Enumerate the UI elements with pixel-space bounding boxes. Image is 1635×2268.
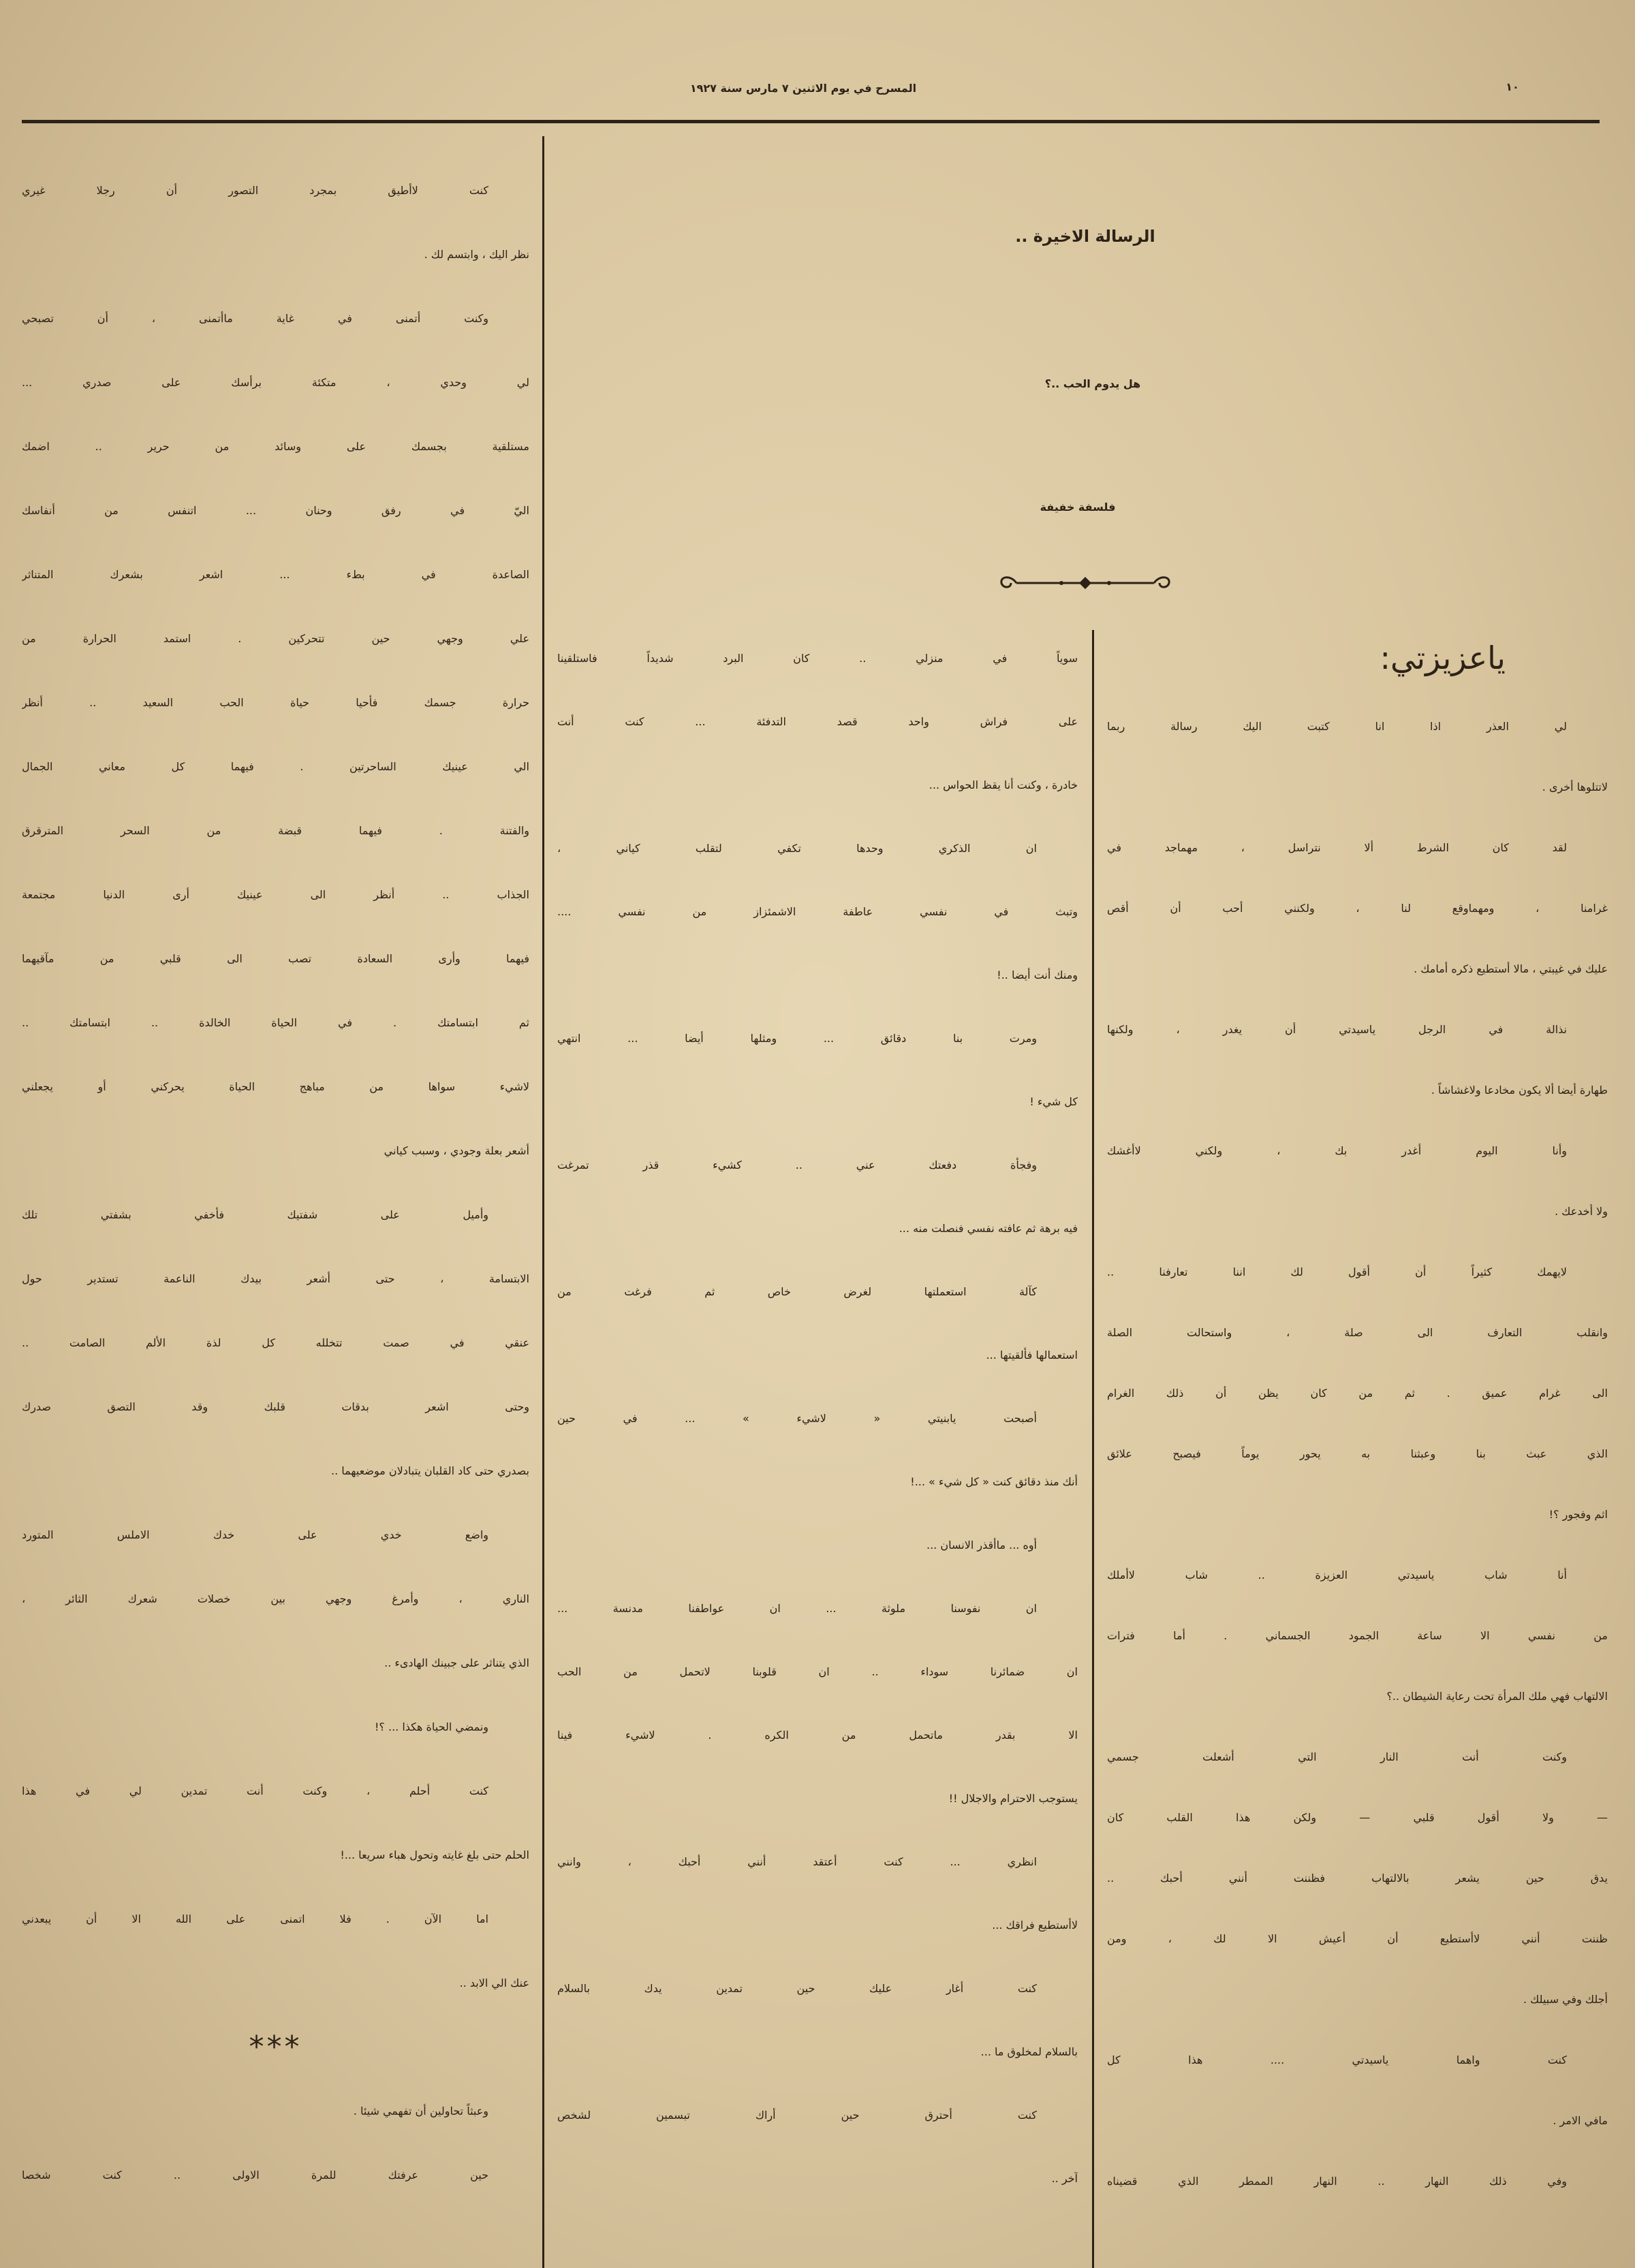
article-text-line: مستلقية بجسمك على وسائد من حرير .. اضمك	[22, 440, 529, 453]
article-text-line: وفي ذلك النهار .. النهار الممطر الذي قضيناه	[1107, 2175, 1567, 2188]
article-text-line: عليك في غيبتي ، مالا أستطيع ذكره أمامك .	[1414, 962, 1608, 975]
article-text-line: كنت أحلم ، وكنت أنت تمدين لي في هذا	[22, 1784, 488, 1797]
article-text-line: وأميل على شفتيك فأخفي بشفتي تلك	[22, 1208, 488, 1221]
article-text-line: لقد كان الشرط ألا نتراسل ، مهماجد في	[1107, 841, 1567, 854]
article-text-line: الصاعدة في بطء ... اشعر بشعرك المتناثر	[22, 568, 529, 581]
article-text-line: ونمضي الحياة هكذا ... ؟!	[375, 1720, 488, 1733]
article-text-line: ومنك أنت أيضا ..!	[997, 968, 1078, 981]
article-text-line: لاشيء سواها من مباهج الحياة يحركني أو يجعلني	[22, 1080, 529, 1093]
right-column	[1107, 620, 1608, 2211]
article-paragraph	[22, 1887, 529, 2015]
article-text-line: ثم ابتسامتك . في الحياة الخالدة .. ابتسامتك ..	[22, 1016, 529, 1029]
article-paragraph	[1107, 1727, 1608, 2030]
article-text-line: ان ضمائرنا سوداء .. ان قلوبنا لاتحمل من الحب	[557, 1665, 1078, 1678]
article-paragraph	[1107, 999, 1608, 1120]
article-paragraph	[22, 287, 529, 1183]
article-paragraph	[22, 1503, 529, 1695]
article-paragraph	[1107, 1242, 1608, 1545]
article-text-line: حرارة جسمك فأحيا حياة الحب السعيد .. أنظر	[22, 696, 529, 709]
article-paragraph	[557, 1830, 1078, 1957]
article-text-line: ومرت بنا دقائق ... ومثلها أيضا ... انتهي	[557, 1032, 1037, 1045]
article-title: الرسالة الاخيرة ..	[1015, 227, 1155, 246]
article-text-line: الذي عبث بنا وعبثنا به يحور يوماً فيصبح علائق	[1107, 1447, 1608, 1460]
article-text-line: نذالة في الرجل ياسيدتي أن يغدر ، ولكنها	[1107, 1023, 1567, 1036]
article-text-line: ان نفوسنا ملوثة ... ان عواطفنا مدنسة ...	[557, 1602, 1037, 1615]
article-text-line: وانقلب التعارف الى صلة ، واستحالت الصلة	[1107, 1326, 1608, 1339]
article-text-line: كل شيء !	[1029, 1095, 1078, 1108]
letter-salutation: ياعزيزتي:	[1380, 640, 1506, 676]
left-column	[22, 159, 529, 2207]
article-text-line: اما الآن . فلا اتمنى على الله الا أن يبعدني	[22, 1912, 488, 1925]
left-column-paragraphs	[22, 159, 529, 2207]
article-paragraph	[557, 627, 1078, 817]
article-text-line: كنت لاأطيق بمجرد التصور أن رجلا غيري	[22, 184, 488, 197]
issue-date-line: المسرح في يوم الاثنين ٧ مارس سنة ١٩٢٧	[689, 82, 917, 95]
article-text-line: الجذاب .. أنظر الى عينيك أرى الدنيا مجتمعة	[22, 888, 529, 901]
article-paragraph	[557, 2083, 1078, 2210]
article-text-line: لاأستطيع فراقك ...	[992, 1919, 1078, 1932]
article-text-line: أجلك وفي سبيلك .	[1523, 1993, 1608, 2006]
article-text-line: لي العذر اذا انا كتبت اليك رسالة ربما	[1107, 720, 1567, 733]
article-text-line: ظننت أنني لاأستطيع أن أعيش الا لك ، ومن	[1107, 1932, 1608, 1945]
middle-column-paragraphs	[557, 627, 1078, 2210]
article-text-line: انظري ... كنت أعتقد أنني أحبك ، وانني	[557, 1855, 1037, 1868]
article-subtitle: هل يدوم الحب ..؟	[1044, 377, 1141, 390]
article-text-line: اليّ في رفق وحنان ... اتنفس من أنفاسك	[22, 504, 529, 517]
article-paragraph	[1107, 1545, 1608, 1727]
article-text-line: أشعر بعلة وجودي ، وسبب كياني	[384, 1144, 529, 1157]
article-text-line: فيه برهة ثم عافته نفسي فنصلت منه ...	[899, 1222, 1078, 1235]
article-paragraph	[1107, 2151, 1608, 2211]
ornament-divider-icon	[993, 571, 1177, 595]
article-text-line: بصدري حتى كاد القلبان يتبادلان موضعيهما ..	[331, 1464, 529, 1477]
column-divider-left	[542, 136, 544, 2268]
article-text-line: أوه ... ماأقذر الانسان ...	[926, 1539, 1037, 1552]
article-text-line: كآلة استعملتها لغرض خاص ثم فرغت من	[557, 1285, 1037, 1298]
article-text-line: أنا شاب ياسيدتي العزيزة .. شاب لاأملك	[1107, 1569, 1567, 1581]
article-text-line: طهارة أيضا ألا يكون مخادعا ولاغشاشاً .	[1431, 1084, 1608, 1097]
article-text-line: نظر اليك ، وابتسم لك .	[424, 248, 529, 261]
page-number: ١٠	[1506, 80, 1519, 93]
article-text-line: اثم وفجور ؟!	[1548, 1508, 1608, 1521]
article-paragraph	[557, 1513, 1078, 1577]
article-text-line: الي عينيك الساحرتين . فيهما كل معاني الجمال	[22, 760, 529, 773]
header-rule	[22, 120, 1600, 123]
article-paragraph	[557, 1260, 1078, 1387]
article-text-line: الا بقدر ماتحمل من الكره . لاشيء فينا	[557, 1729, 1078, 1742]
article-text-line: والفتنة . فيهما قبضة من السحر المترقرق	[22, 824, 529, 837]
article-text-line: آخر ..	[1051, 2172, 1078, 2185]
article-paragraph	[557, 1133, 1078, 1260]
column-divider-middle	[1092, 630, 1094, 2268]
article-text-line: كنت أحترق حين أراك تبسمين لشخص	[557, 2109, 1037, 2122]
article-text-line: أصبحت يابنيتي « لاشيء » ... في حين	[557, 1412, 1037, 1425]
article-text-line: لايهمك كثيراً أن أقول لك اننا تعارفنا ..	[1107, 1265, 1567, 1278]
article-text-line: واضع خدي على خدك الاملس المتورد	[22, 1528, 488, 1541]
article-text-line: الحلم حتى بلغ غايته وتحول هباء سريعا ...!	[340, 1848, 529, 1861]
article-text-line: كنت واهما ياسيدتي .... هذا كل	[1107, 2053, 1567, 2066]
article-paragraph	[1107, 817, 1608, 999]
article-text-line: غرامنا ، ومهماوقع لنا ، ولكنني أحب أن أقص	[1107, 902, 1608, 915]
article-text-line: الى غرام عميق . ثم من كان يظن أن ذلك الغرام	[1107, 1387, 1608, 1400]
article-text-line: الناري ، وأمرغ وجهي بين خصلات شعرك الثائر ،	[22, 1592, 529, 1605]
article-text-line: وكنت أنت النار التي أشعلت جسمي	[1107, 1750, 1567, 1763]
article-paragraph	[22, 1183, 529, 1503]
article-text-line: ان الذكري وحدها تكفي لتقلب كياني ،	[557, 842, 1037, 855]
right-column-paragraphs	[1107, 696, 1608, 2211]
article-paragraph	[22, 2143, 529, 2207]
article-text-line: وأنا اليوم أغدر بك ، ولكني لاأغشك	[1107, 1144, 1567, 1157]
article-text-line: الابتسامة ، حتى أشعر بيدك الناعمة تستدير حول	[22, 1272, 529, 1285]
article-kicker: فلسفة خفيفة	[1040, 501, 1116, 514]
article-text-line: يدق حين يشعر بالالتهاب فظننت أنني أحبك ..	[1107, 1872, 1608, 1885]
article-text-line: أنك منذ دقائق كنت « كل شيء » ...!	[910, 1475, 1078, 1488]
article-text-line: بالسلام لمخلوق ما ...	[980, 2045, 1078, 2058]
article-text-line: وحتى اشعر بدقات قلبك وقد التصق صدرك	[22, 1400, 529, 1413]
article-paragraph	[22, 159, 529, 287]
article-text-line: ولا أخدعك .	[1555, 1205, 1608, 1218]
article-text-line: — ولا أقول قلبي — ولكن هذا القلب كان	[1107, 1811, 1608, 1824]
article-text-line: فيهما وأرى السعادة تصب الى قلبي من مآقيهما	[22, 952, 529, 965]
article-text-line: الذي يتناثر على جبينك الهادىء ..	[384, 1656, 529, 1669]
article-text-line: يستوجب الاحترام والاجلال !!	[948, 1792, 1078, 1805]
article-text-line: حين عرفتك للمرة الاولى .. كنت شخصا	[22, 2169, 488, 2182]
section-separator: ***	[249, 2030, 302, 2064]
article-paragraph	[22, 2079, 529, 2143]
article-text-line: مافي الامر .	[1553, 2114, 1608, 2127]
article-text-line: وتبث في نفسي عاطفة الاشمئزاز من نفسي ....	[557, 905, 1078, 918]
article-text-line: كنت أغار عليك حين تمدين يدك بالسلام	[557, 1982, 1037, 1995]
article-paragraph	[557, 817, 1078, 1007]
article-text-line: لاتتلوها أخرى .	[1542, 781, 1608, 793]
article-paragraph	[22, 1695, 529, 1759]
article-paragraph	[557, 1957, 1078, 2083]
article-text-line: خادرة ، وكنت أنا يقظ الحواس ...	[929, 778, 1078, 791]
article-paragraph	[1107, 1120, 1608, 1242]
article-text-line: وفجأة دفعتك عني .. كشيء قذر تمرغت	[557, 1159, 1037, 1171]
middle-column	[557, 627, 1078, 2210]
article-paragraph	[557, 1007, 1078, 1133]
article-text-line: عنك الي الابد ..	[459, 1976, 529, 1989]
article-paragraph	[557, 1387, 1078, 1513]
article-paragraph	[22, 1759, 529, 1887]
article-text-line: سوياً في منزلي .. كان البرد شديداً فاستلقينا	[557, 652, 1078, 665]
article-text-line: عنقي في صمت تتخلله كل لذة الألم الصامت ..	[22, 1336, 529, 1349]
article-text-line: من نفسي الا ساعة الجمود الجسماني . أما فترات	[1107, 1629, 1608, 1642]
article-text-line: الالتهاب فهي ملك المرأة تحت رعاية الشيطان ..؟	[1386, 1690, 1608, 1703]
article-text-line: استعمالها فألقيتها ...	[986, 1349, 1078, 1361]
article-text-line: وعبثاً تحاولين أن تفهمي شيئا .	[353, 2105, 488, 2117]
article-paragraph	[1107, 2030, 1608, 2151]
article-text-line: وكنت أتمنى في غاية ماأتمنى ، أن تصبحي	[22, 312, 488, 325]
article-paragraph	[1107, 696, 1608, 817]
article-text-line: علي وجهي حين تتحركين . استمد الحرارة من	[22, 632, 529, 645]
article-text-line: لي وحدي ، متكئة برأسك على صدري ...	[22, 376, 529, 389]
article-text-line: على فراش واحد قصد التدفئة ... كنت أنت	[557, 715, 1078, 728]
article-paragraph	[557, 1577, 1078, 1830]
